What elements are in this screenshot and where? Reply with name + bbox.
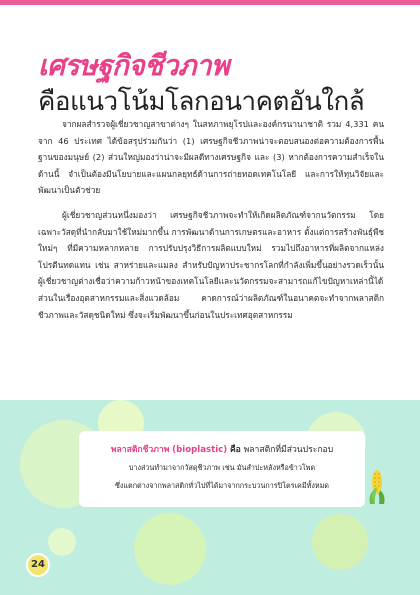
- definition-text-1: พลาสติกที่มีส่วนประกอบ: [243, 445, 334, 455]
- decor-circle: [48, 528, 76, 556]
- definition-label: คือ: [229, 445, 241, 455]
- definition-line-2: บางส่วนทำมาจากวัสดุชีวภาพ เช่น มันสำปะหลังหรือข้าวโพด: [128, 463, 316, 472]
- decor-circle: [312, 514, 368, 570]
- page-title: เศรษฐกิจชีวภาพ: [38, 49, 230, 82]
- term-thai: พลาสติกชีวภาพ: [110, 445, 170, 455]
- page-subtitle: คือแนวโน้มโลกอนาคตอันใกล้: [38, 87, 365, 117]
- paragraph-2: ผู้เชี่ยวชาญส่วนหนึ่งมองว่า เศรษฐกิจชีวภาพจะทำให้เกิดผลิตภัณฑ์จากนวัตกรรม โดยเฉพาะวัสดุที่นำกลับมาใช้ใหม่มากขึ้น การพัฒนาด้านการเกษตรและอาหาร ตั้งแต่การสร้างพันธุ์พืชใหม่ๆ ที่มีความหลากหลาย การปรับปรุงวิธีการผลิตแบบใหม่ รวมไปถึงอาหารที่ผลิตจากแหล่งโปรตีนทดแทน เช่น สาหร่ายและแมลง สำหรับปัญหาประชากรโลกที่กำลังเพิ่มขึ้นอย่างรวดเร็วนั้น ผู้เชี่ยวชาญต่างเชื่อว่าความก้าวหน้าของเทคโนโลยีและนวัตกรรมจะสามารถแก้ไขปัญหาเหล่านี้ได้ ส่วนในเรื่องอุตสาหกรรมและสิ่งแวดล้อม คาดการณ์ว่าผลิตภัณฑ์ในอนาคตจะทำจากพลาสติกชีวภาพและวัสดุชนิดใหม่ ซึ่งจะเริ่มพัฒนาขึ้นก่อนในประเทศอุตสาหกรรม: [38, 209, 384, 320]
- decor-circle: [134, 513, 206, 585]
- definition-line-1: [79, 442, 365, 456]
- definition-box: [79, 431, 365, 507]
- term-english: (bioplastic): [172, 445, 228, 455]
- page-number-badge: 24: [26, 553, 50, 577]
- top-accent-bar: [0, 0, 420, 5]
- definition-line-3: ซึ่งแตกต่างจากพลาสติกทั่วไปที่ได้มาจากกระบวนการปิโตรเคมีทั้งหมด: [115, 481, 329, 490]
- article-body: [38, 116, 384, 331]
- corn-icon: [366, 468, 388, 506]
- paragraph-1: จากผลสำรวจผู้เชี่ยวชาญสาขาต่างๆ ในสหภาพยุโรปและองค์กรนานาชาติ รวม 4,331 คน จาก 46 ประเทศ ได้ข้อสรุปร่วมกันว่า (1) เศรษฐกิจชีวภาพน่าจะตอบสนองต่อความต้องการพื้นฐานของมนุษย์ (2) ส่วนใหญ่มองว่าน่าจะมีผลดีทางเศรษฐกิจ และ (3) หากต้องการความสำเร็จในด้านนี้ จำเป็นต้องมีนโยบายและแผนกลยุทธ์ด้านการถ่ายทอดเทคโนโลยี และการให้ทุนวิจัยและพัฒนาเป็นตัวช่วย: [38, 119, 384, 196]
